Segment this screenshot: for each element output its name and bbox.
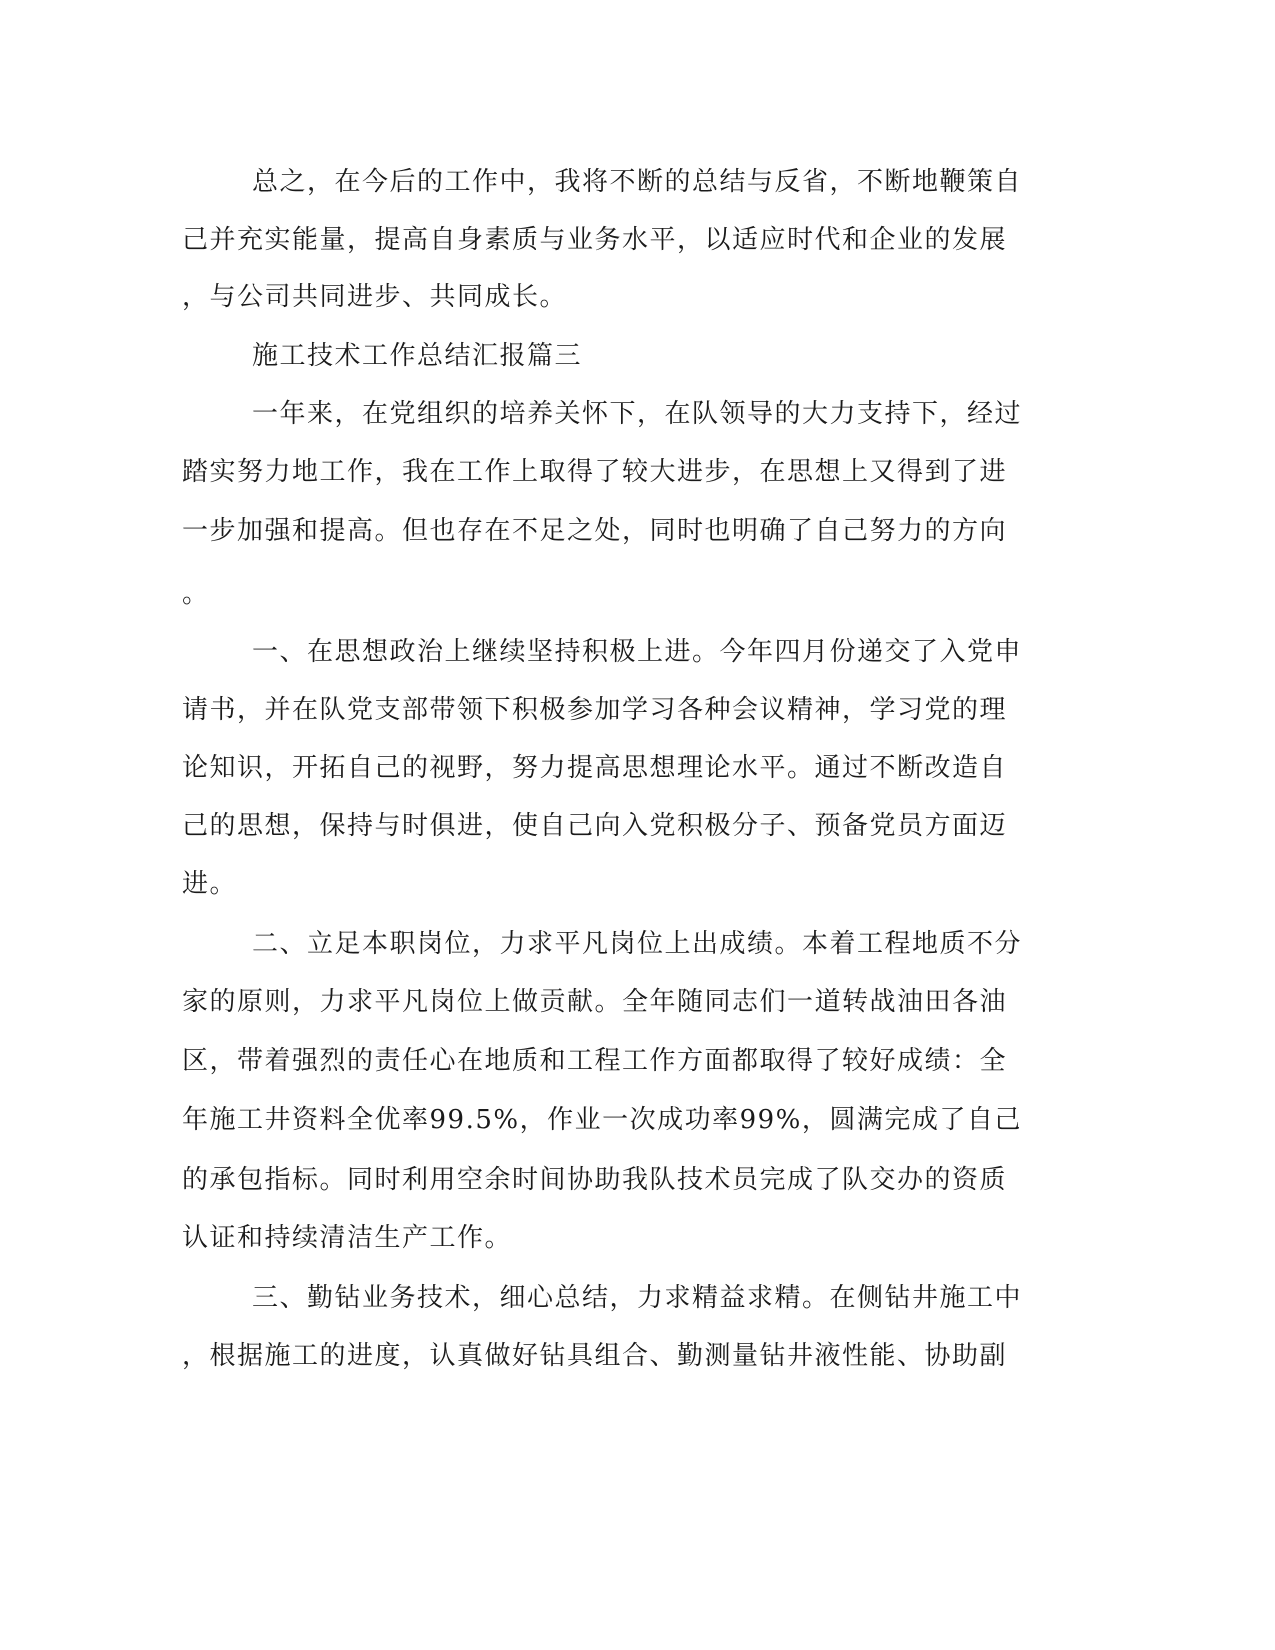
text-line: 论知识，开拓自己的视野，努力提高思想理论水平。通过不断改造自 (182, 753, 1008, 783)
text-line: 的承包指标。同时利用空余时间协助我队技术员完成了队交办的资质 (182, 1165, 1008, 1195)
text-line: 请书，并在队党支部带领下积极参加学习各种会议精神，学习党的理 (182, 695, 1008, 725)
text-line: 己并充实能量，提高自身素质与业务水平，以适应时代和企业的发展 (182, 225, 1008, 255)
text-line: 一、在思想政治上继续坚持积极上进。今年四月份递交了入党申 (252, 637, 1023, 667)
text-line: 三、勤钻业务技术，细心总结，力求精益求精。在侧钻井施工中 (252, 1283, 1023, 1313)
text-line: 家的原则，力求平凡岗位上做贡献。全年随同志们一道转战油田各油 (182, 987, 1008, 1017)
text-line: 进。 (182, 869, 238, 899)
text-line: 施工技术工作总结汇报篇三 (252, 341, 583, 371)
text-line: ，与公司共同进步、共同成长。 (182, 282, 568, 312)
text-line: 一年来，在党组织的培养关怀下，在队领导的大力支持下，经过 (252, 399, 1023, 429)
text-line: 己的思想，保持与时俱进，使自己向入党积极分子、预备党员方面迈 (182, 811, 1008, 841)
text-line: 总之，在今后的工作中，我将不断的总结与反省，不断地鞭策自 (252, 167, 1023, 197)
text-line: 认证和持续清洁生产工作。 (182, 1223, 513, 1253)
text-line: 年施工井资料全优率99.5%，作业一次成功率99%，圆满完成了自己 (182, 1105, 1022, 1135)
text-line: 踏实努力地工作，我在工作上取得了较大进步，在思想上又得到了进 (182, 457, 1008, 487)
text-line: 区，带着强烈的责任心在地质和工程工作方面都取得了较好成绩：全 (182, 1046, 1008, 1076)
text-line: 二、立足本职岗位，力求平凡岗位上出成绩。本着工程地质不分 (252, 929, 1023, 959)
text-line: 。 (182, 579, 210, 609)
text-line: 一步加强和提高。但也存在不足之处，同时也明确了自己努力的方向 (182, 516, 1008, 546)
text-line: ，根据施工的进度，认真做好钻具组合、勤测量钻井液性能、协助副 (182, 1341, 1008, 1371)
